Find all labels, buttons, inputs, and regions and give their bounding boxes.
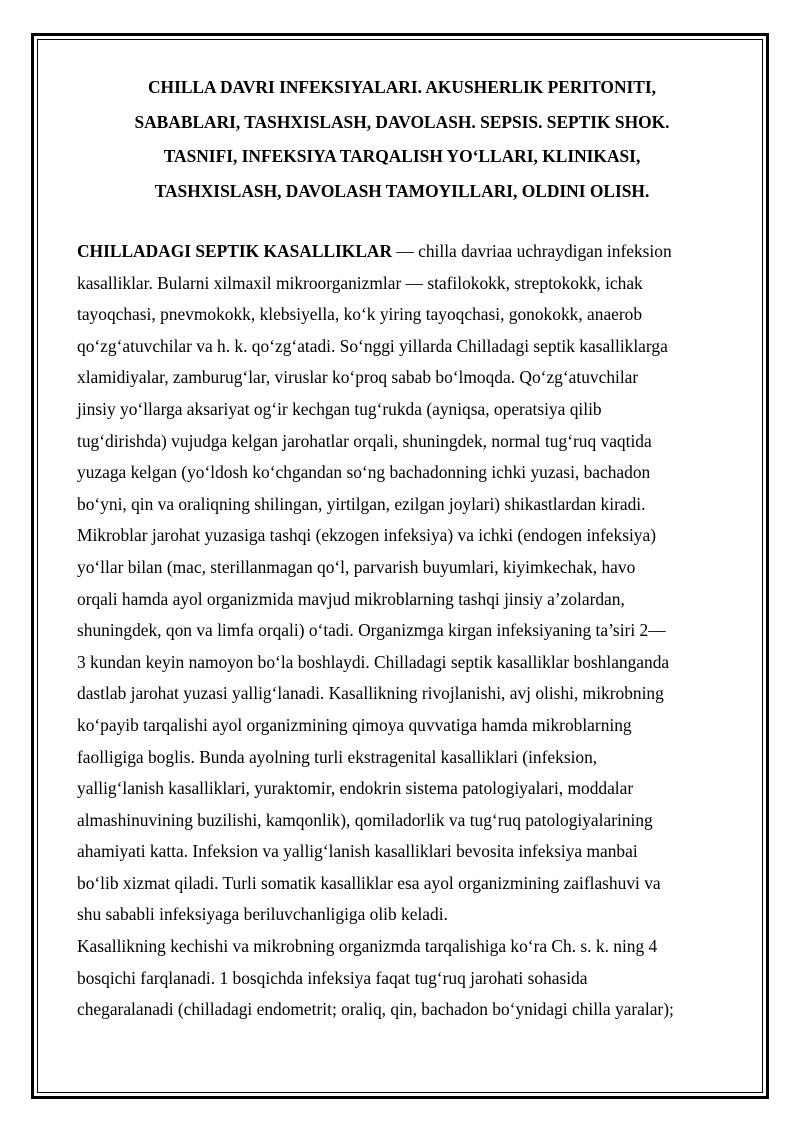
title-line: SABABLARI, TASHXISLASH, DAVOLASH. SEPSIS. SEPTIK SHOK. — [134, 111, 670, 132]
paragraph-line: chegaralanadi (chilladagi endometrit; oraliq, qin, bachadon bo‘ynidagi chilla yaralar); — [77, 999, 674, 1020]
document-content — [77, 70, 727, 1026]
paragraph-line: qo‘zg‘atuvchilar va h. k. qo‘zg‘atadi. So‘nggi yillarda Chilladagi septik kasalliklarga — [77, 335, 668, 356]
paragraph-line: bo‘yni, qin va oraliqning shilingan, yirtilgan, ezilgan joylari) shikastlardan kiradi. — [77, 493, 646, 514]
paragraph-line: ko‘payib tarqalishi ayol organizmining qimoya quvvatiga hamda mikroblarning — [77, 714, 632, 735]
title-line: CHILLA DAVRI INFEKSIYALARI. AKUSHERLIK PERITONITI, — [147, 77, 656, 97]
paragraph-line: yo‘llar bilan (mac, sterillanmagan qo‘l, parvarish buyumlari, kiyimkechak, havo — [77, 556, 636, 577]
paragraph-line: tug‘dirishda) vujudga kelgan jarohatlar orqali, shuningdek, normal tug‘ruq vaqtida — [77, 430, 652, 451]
paragraph-line: 3 kundan keyin namoyon bo‘la boshlaydi. Chilladagi septik kasalliklar boshlanganda — [77, 651, 670, 672]
paragraph-line: almashinuvining buzilishi, kamqonlik), qomiladorlik va tug‘ruq patologiyalarining — [77, 809, 653, 830]
paragraph-line: yuzaga kelgan (yo‘ldosh ko‘chgandan so‘ng bachadonning ichki yuzasi, bachadon — [77, 462, 651, 483]
paragraph-line: Mikroblar jarohat yuzasiga tashqi (ekzogen infeksiya) va ichki (endogen infeksiya) — [77, 525, 657, 546]
section-lead-term: CHILLADAGI SEPTIK KASALLIKLAR — [77, 241, 393, 261]
paragraph-line: shu sababli infeksiyaga beriluvchanligiga olib keladi. — [77, 904, 448, 925]
paragraph-line: dastlab jarohat yuzasi yallig‘lanadi. Kasallikning rivojlanishi, avj olishi, mikrobning — [77, 683, 664, 704]
document-title — [77, 70, 727, 208]
paragraph-2 — [77, 931, 727, 1026]
title-line: TASHXISLASH, DAVOLASH TAMOYILLARI, OLDINI OLISH. — [154, 180, 650, 201]
paragraph-line: bosqichi farqlanadi. 1 bosqichda infeksiya faqat tug‘ruq jarohati sohasida — [77, 967, 588, 988]
lead-line-rest: — chilla davriaa uchraydigan infeksion — [392, 241, 672, 261]
paragraph-line: Kasallikning kechishi va mikrobning organizmda tarqalishiga ko‘ra Ch. s. k. ning 4 — [77, 936, 658, 957]
paragraph-1 — [77, 236, 727, 931]
paragraph-line: jinsiy yo‘llarga aksariyat og‘ir kechgan tug‘rukda (ayniqsa, operatsiya qilib — [77, 398, 602, 419]
paragraph-line: bo‘lib xizmat qiladi. Turli somatik kasalliklar esa ayol organizmining zaiflashuvi va — [77, 872, 661, 893]
paragraph-line: yallig‘lanish kasalliklari, yuraktomir, endokrin sistema patologiyalari, moddalar — [77, 778, 634, 799]
paragraph-line: shuningdek, qon va limfa orqali) o‘tadi. Organizmga kirgan infeksiyaning ta’siri 2— — [77, 620, 666, 641]
title-line: TASNIFI, INFEKSIYA TARQALISH YO‘LLARI, KLINIKASI, — [163, 146, 641, 166]
paragraph-line: faolligiga boglis. Bunda ayolning turli ekstragenital kasalliklari (infeksion, — [77, 746, 598, 767]
paragraph-line: tayoqchasi, pnevmokokk, klebsiyella, ko‘k yiring tayoqchasi, gonokokk, anaerob — [77, 304, 643, 325]
paragraph-line — [77, 236, 727, 268]
paragraph-line: orqali hamda ayol organizmida mavjud mikroblarning tashqi jinsiy a’zolardan, — [77, 588, 625, 609]
paragraph-line: xlamidiyalar, zamburug‘lar, viruslar ko‘proq sabab bo‘lmoqda. Qo‘zg‘atuvchilar — [77, 367, 639, 388]
paragraph-line: kasalliklar. Bularni xilmaxil mikroorganizmlar — stafilokokk, streptokokk, ichak — [77, 272, 643, 293]
paragraph-line: ahamiyati katta. Infeksion va yallig‘lanish kasalliklari bevosita infeksiya manbai — [77, 841, 638, 862]
